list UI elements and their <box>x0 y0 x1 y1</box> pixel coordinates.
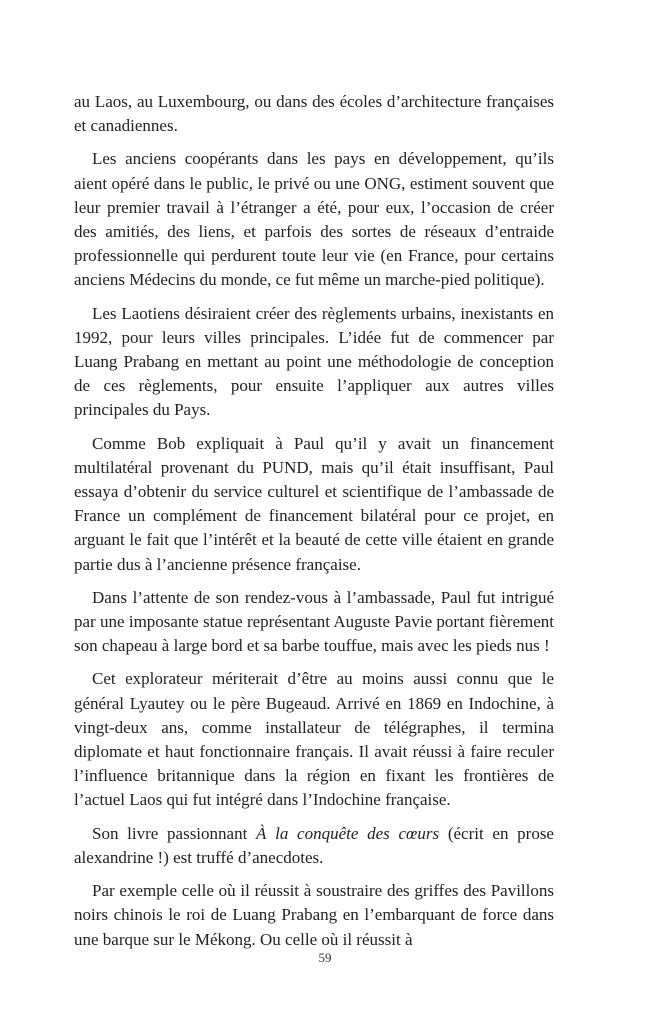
paragraph-1: au Laos, au Luxembourg, ou dans des écoles d’architecture françaises et canadiennes. <box>74 92 554 136</box>
paragraph-2: Les anciens coopérants dans les pays en développement, qu’ils aient opéré dans le public, le privé ou une ONG, estiment souvent que leur premier travail à l’étranger a été, pour eux, l’occasion de créer des amitiés, des liens, et parfois des sortes de réseaux d’entraide professionnelle qui perdurent toute leur vie (en France, pour certains anciens Médecins du monde, ce fut même un marche-pied politique). <box>74 149 554 290</box>
book-title: À la conquête des cœurs <box>256 823 440 843</box>
paragraph-8: Par exemple celle où il réussit à soustraire des griffes des Pavillons noirs chinois le roi de Luang Prabang en l’embarquant de force dans une barque sur le Mékong. Ou celle où il réussit à <box>74 881 554 949</box>
paragraph-7 <box>74 822 554 870</box>
page-body <box>74 90 554 952</box>
paragraph-5: Dans l’attente de son rendez-vous à l’ambassade, Paul fut intrigué par une imposante statue représentant Auguste Pavie portant fièrement son chapeau à large bord et sa barbe touffue, mais avec les pieds nus ! <box>74 587 554 656</box>
paragraph-4: Comme Bob expliquait à Paul qu’il y avait un financement multilatéral provenant du PUND, mais qu’il était insuffisant, Paul essaya d’obtenir du service culturel et scientifique de l’ambassade de France un complément de financement bilatéral pour ce projet, en arguant le fait que l’intérêt et la beauté de cette ville étaient en grande partie dus à l’ancienne présence française. <box>74 433 554 574</box>
paragraph-7-before: Son livre passionnant <box>92 823 257 843</box>
paragraph-7-after: (écrit en prose alexandrine !) est truffé d’anecdotes. <box>74 823 554 867</box>
page-number: 59 <box>318 950 332 965</box>
paragraph-3: Les Laotiens désiraient créer des règlements urbains, inexistants en 1992, pour leurs villes principales. L’idée fut de commencer par Luang Prabang en mettant au point une méthodologie de conception de ces règlements, pour ensuite l’appliquer aux autres villes principales du Pays. <box>74 303 554 420</box>
paragraph-6: Cet explorateur mériterait d’être au moins aussi connu que le général Lyautey ou le père Bugeaud. Arrivé en 1869 en Indochine, à vingt-deux ans, comme installateur de télégraphes, il termina diplomate et haut fonctionnaire français. Il avait réussi à faire reculer l’influence britannique dans la région en fixant les frontières de l’actuel Laos qui fut intégré dans l’Indochine française. <box>74 669 554 810</box>
